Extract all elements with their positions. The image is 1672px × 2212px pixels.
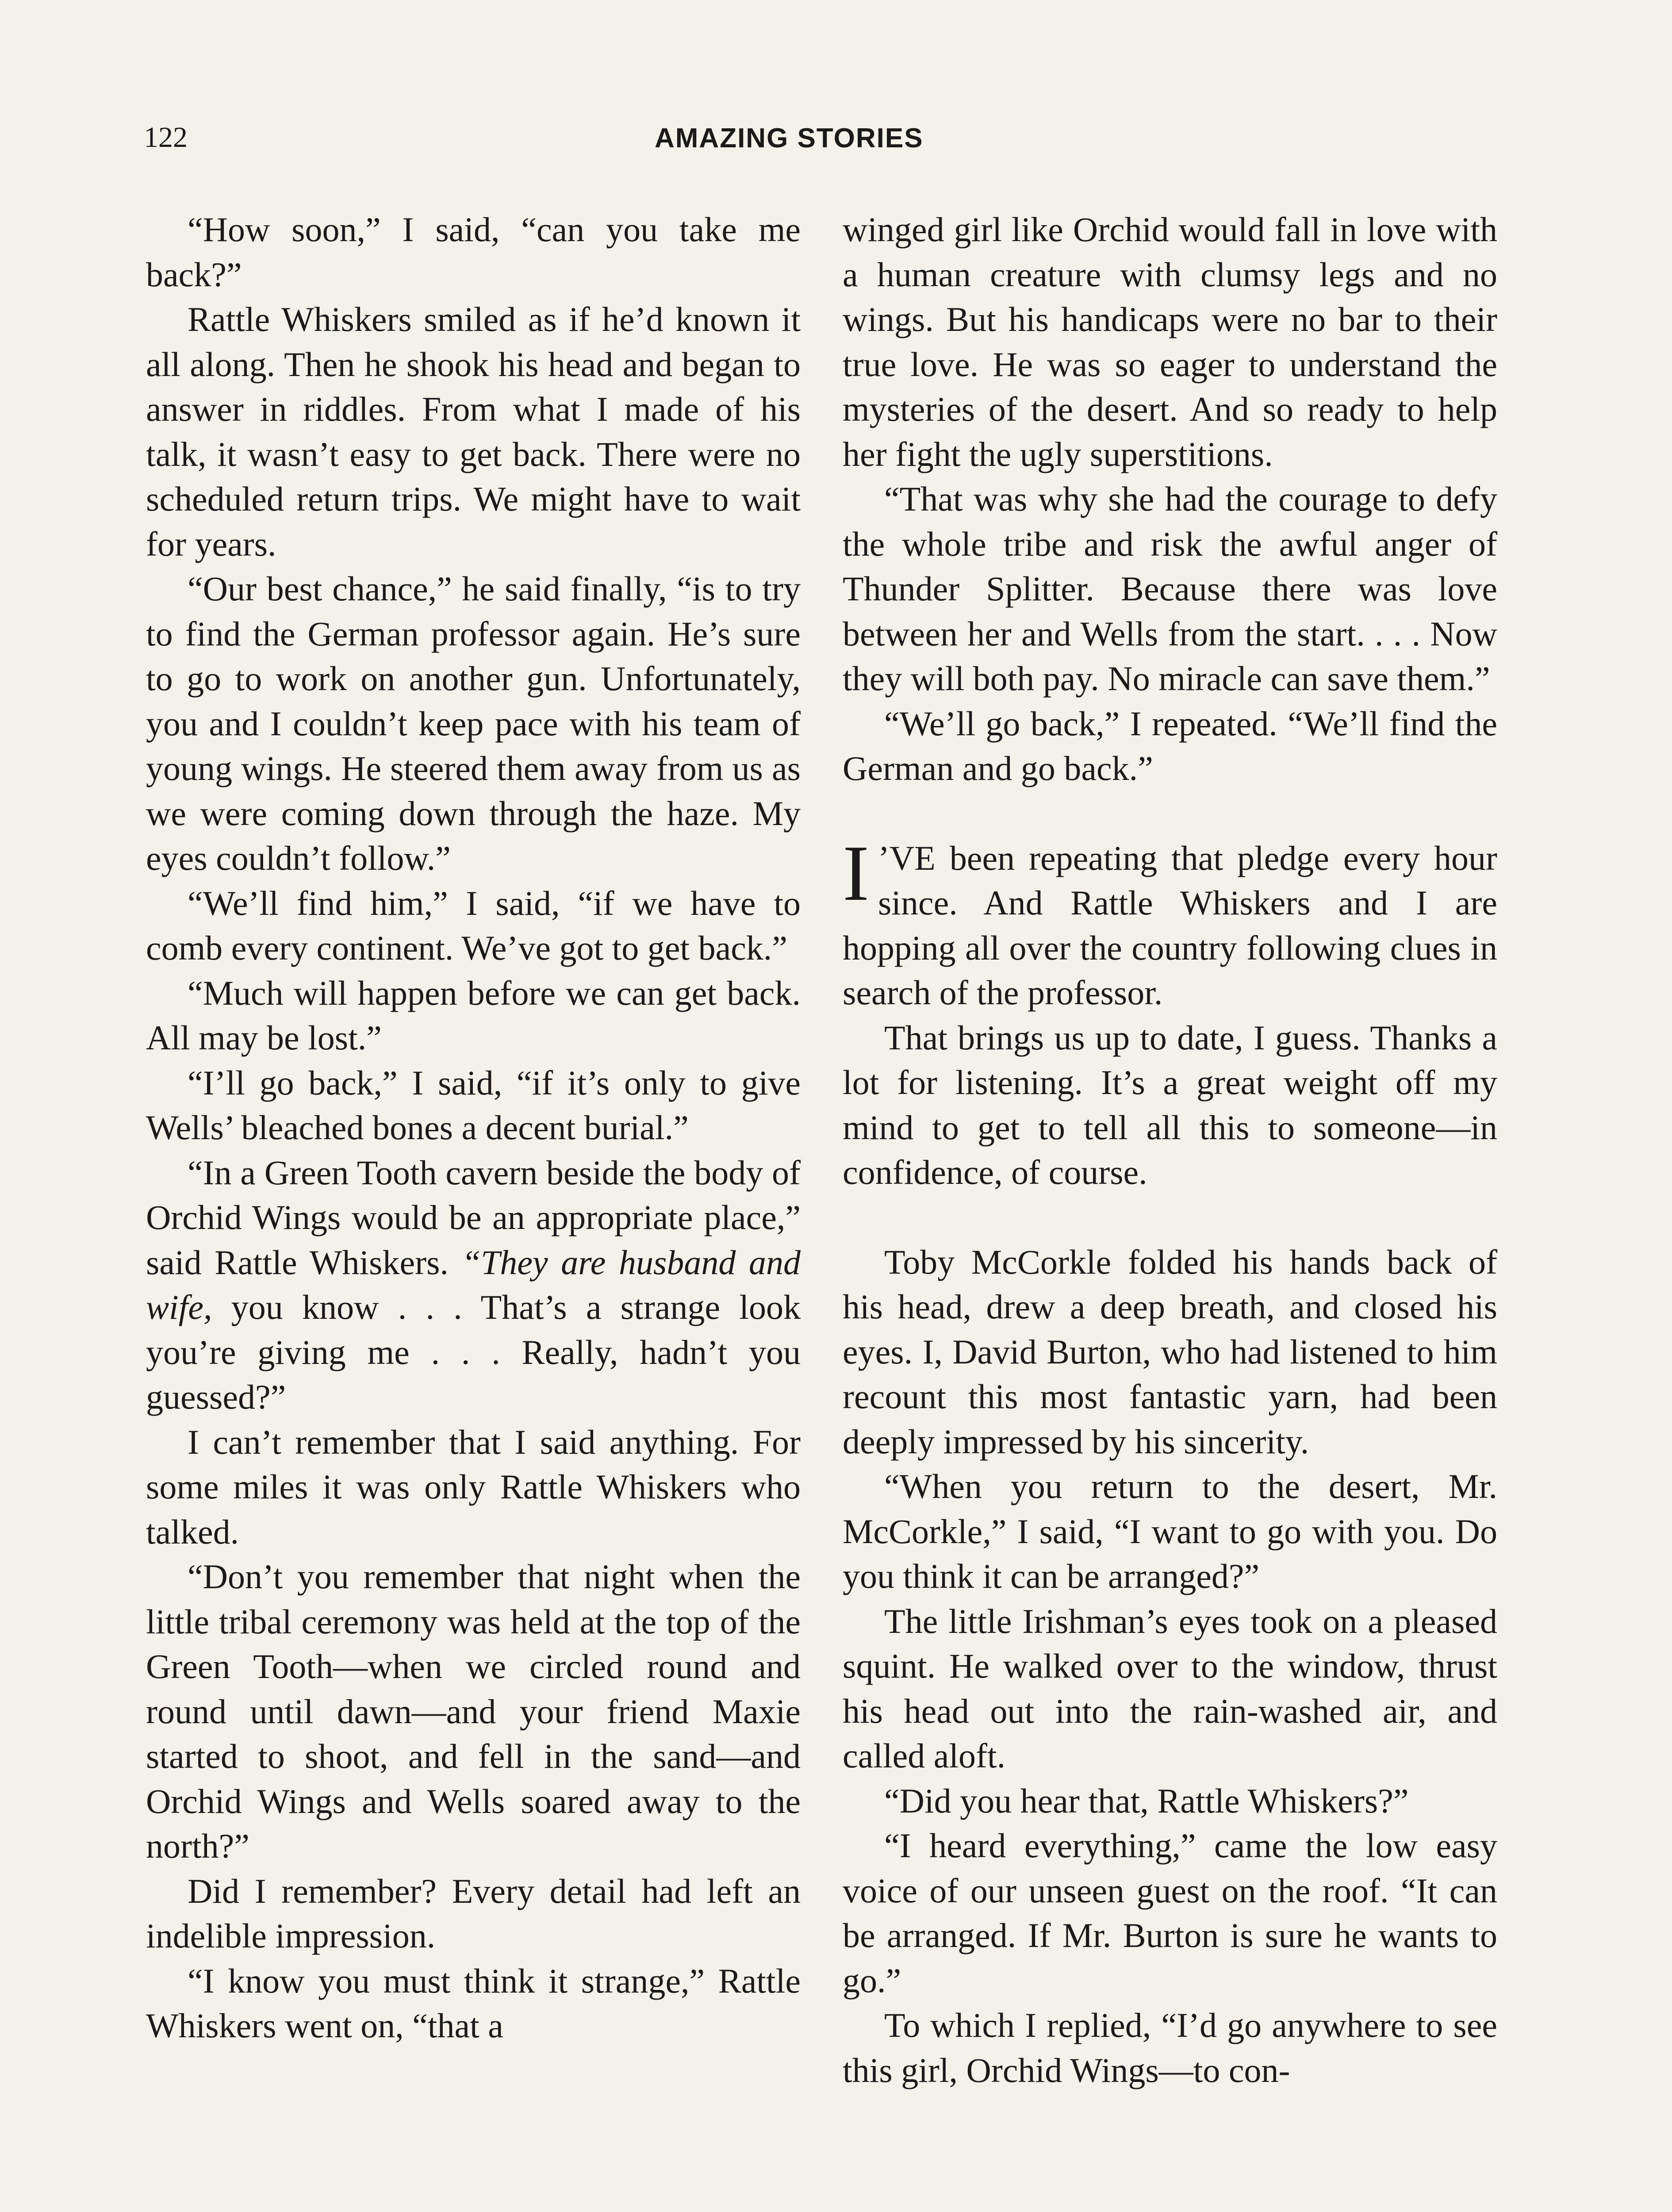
paragraph: “I heard everything,” came the low easy voice of our unseen guest on the roof. “It can be arranged. If Mr. Burton is sure he wants to go.” bbox=[843, 1826, 1497, 2000]
left-column bbox=[146, 207, 801, 2048]
paragraph: “We’ll go back,” I repeated. “We’ll find the German and go back.” bbox=[843, 704, 1497, 787]
paragraph: “How soon,” I said, “can you take me back?” bbox=[146, 210, 801, 294]
paragraph: “When you return to the desert, Mr. McCorkle,” I said, “I want to go with you. Do you think it can be arranged?” bbox=[843, 1467, 1497, 1595]
paragraph: “Did you hear that, Rattle Whiskers?” bbox=[884, 1781, 1409, 1820]
paragraph-text: ’VE been repeating that pledge every hour since. And Rattle Whiskers and I are hopping all over the country following clues in search of the professor. bbox=[843, 838, 1497, 1012]
paragraph: Did I remember? Every detail had left an indelible impression. bbox=[146, 1871, 801, 1955]
paragraph: “Much will happen before we can get back. All may be lost.” bbox=[146, 973, 801, 1057]
paragraph: To which I replied, “I’d go anywhere to see this girl, Orchid Wings—to con- bbox=[843, 2006, 1497, 2089]
section-opening-paragraph bbox=[843, 829, 1497, 1015]
running-head: AMAZING STORIES bbox=[655, 123, 924, 154]
italic-quote: “They are husband and wife, bbox=[146, 1243, 801, 1326]
paragraph: “Don’t you remember that night when the little tribal ceremony was held at the top of the Green Tooth—when we circled round and round until dawn—and your friend Maxie started to shoot, and fell in the sand—and Orchid Wings and Wells soared away to the north?” bbox=[146, 1557, 801, 1865]
paragraph-text: you know . . . That’s a strange look you’re giving me . . . Really, hadn’t you guessed?” bbox=[146, 1288, 801, 1416]
paragraph: Rattle Whiskers smiled as if he’d known it all along. Then he shook his head and began to answer in riddles. From what I made of his talk, it wasn’t easy to get back. There were no scheduled return trips. We might have to wait for years. bbox=[146, 300, 801, 563]
paragraph: “That was why she had the courage to defy the whole tribe and risk the awful anger of Thunder Splitter. Because there was love between her and Wells from the start. . . . Now they will both pay. No miracle can save them.” bbox=[843, 480, 1497, 698]
paragraph bbox=[146, 1150, 801, 1420]
paragraph: The little Irishman’s eyes took on a pleased squint. He walked over to the window, thrust his head out into the rain-washed air, and called aloft. bbox=[843, 1601, 1497, 1775]
paragraph: winged girl like Orchid would fall in love with a human creature with clumsy legs and no wings. But his handicaps were no bar to their true love. He was so eager to understand the mysteries of the desert. And so ready to help her fight the ugly superstitions. bbox=[843, 210, 1497, 473]
drop-cap: I bbox=[843, 829, 869, 917]
right-column bbox=[843, 207, 1497, 2093]
paragraph: I can’t remember that I said anything. For some miles it was only Rattle Whiskers who talked. bbox=[146, 1422, 801, 1551]
paragraph: Toby McCorkle folded his hands back of his head, drew a deep breath, and closed his eyes. I, David Burton, who had listened to him recount this most fantastic yarn, had been deeply impressed by his sincerity. bbox=[843, 1242, 1497, 1461]
page-number: 122 bbox=[144, 121, 188, 154]
paragraph: “We’ll find him,” I said, “if we have to comb every continent. We’ve got to get back.” bbox=[146, 883, 801, 967]
paragraph: That brings us up to date, I guess. Thanks a lot for listening. It’s a great weight off my mind to get to tell all this to someone—in confidence, of course. bbox=[843, 1018, 1497, 1191]
paragraph: “I know you must think it strange,” Rattle Whiskers went on, “that a bbox=[146, 1961, 801, 2045]
paragraph-text: “In a Green Tooth cavern beside the body of Orchid Wings would be an appropriate place,” said Rattle Whiskers. bbox=[146, 1153, 801, 1282]
paragraph: “Our best chance,” he said finally, “is to try to find the German professor again. He’s sure to go to work on another gun. Unfortunately, you and I couldn’t keep pace with his team of young wings. He steered them away from us as we were coming down through the haze. My eyes couldn’t follow.” bbox=[146, 569, 801, 877]
paragraph: “I’ll go back,” I said, “if it’s only to give Wells’ bleached bones a decent burial.” bbox=[146, 1063, 801, 1147]
